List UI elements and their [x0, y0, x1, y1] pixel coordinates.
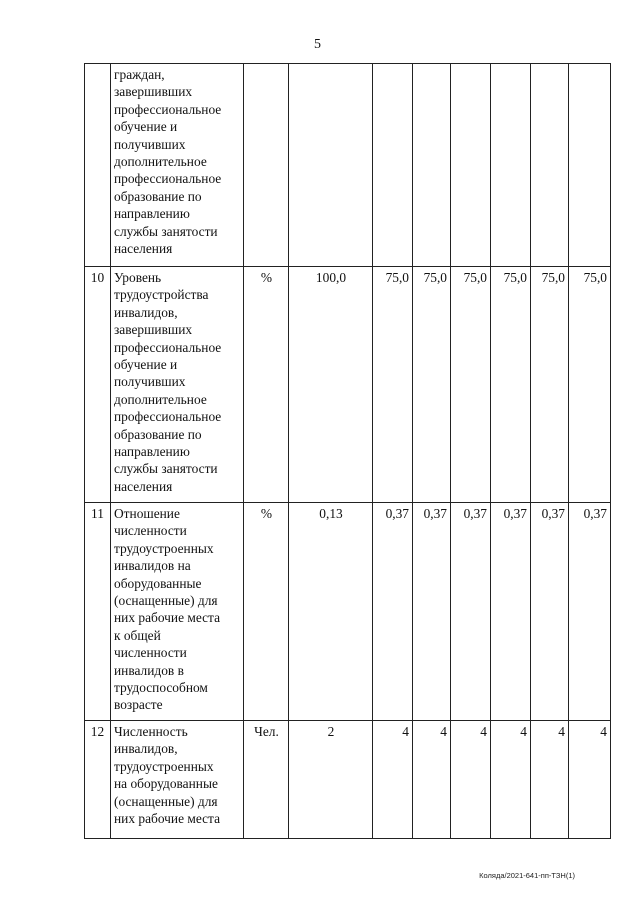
year-value-cell: [491, 64, 531, 267]
year-value-cell: 4: [373, 721, 413, 839]
base-value-cell: 2: [289, 721, 373, 839]
row-number: 10: [85, 267, 111, 503]
description-line: инвалидов на: [114, 558, 191, 574]
description-line: трудоустройства: [114, 287, 209, 303]
row-number: [85, 64, 111, 267]
description-line: обучение и: [114, 357, 178, 373]
description-line: инвалидов,: [114, 741, 178, 757]
description-line: завершивших: [114, 322, 193, 338]
year-value-cell: 0,37: [413, 503, 451, 721]
description-line: Численность: [114, 724, 188, 739]
description-line: к общей: [114, 627, 161, 643]
description-line: численности: [114, 523, 187, 539]
description-line: (оснащенные) для: [114, 793, 218, 809]
base-value-cell: 100,0: [289, 267, 373, 503]
base-value-cell: 0,13: [289, 503, 373, 721]
year-value-cell: [373, 64, 413, 267]
description-line: Уровень: [114, 270, 162, 285]
year-value-cell: 4: [569, 721, 611, 839]
description-line: образование по: [114, 426, 202, 442]
description-line: профессиональное: [114, 101, 222, 117]
year-value-cell: [451, 64, 491, 267]
description-line: направлению: [114, 206, 190, 222]
year-value-cell: 4: [451, 721, 491, 839]
description-line: трудоспособном: [114, 680, 208, 696]
year-value-cell: [569, 64, 611, 267]
description-line: инвалидов,: [114, 304, 178, 320]
year-value-cell: 4: [531, 721, 569, 839]
indicator-description: [111, 267, 244, 503]
description-line: населения: [114, 241, 173, 257]
year-value-cell: 0,37: [491, 503, 531, 721]
description-line: Отношение: [114, 506, 180, 521]
description-line: них рабочие места: [114, 610, 221, 626]
description-line: численности: [114, 645, 187, 661]
description-line: службы занятости: [114, 461, 218, 477]
description-line: инвалидов в: [114, 662, 184, 678]
year-value-cell: 75,0: [413, 267, 451, 503]
indicator-description: [111, 64, 244, 267]
year-value-cell: 75,0: [531, 267, 569, 503]
description-line: дополнительное: [114, 154, 207, 170]
year-value-cell: 0,37: [451, 503, 491, 721]
year-value-cell: [413, 64, 451, 267]
year-value-cell: 0,37: [531, 503, 569, 721]
description-line: них рабочие места: [114, 811, 221, 827]
description-line: населения: [114, 478, 173, 494]
indicators-table: [84, 63, 611, 839]
unit-cell: Чел.: [244, 721, 289, 839]
table-row: [85, 721, 611, 839]
description-line: образование по: [114, 188, 202, 204]
year-value-cell: 0,37: [373, 503, 413, 721]
description-line: профессиональное: [114, 409, 222, 425]
table-row: [85, 64, 611, 267]
table-row: [85, 267, 611, 503]
document-code: Коляда/2021-641-пп-ТЗН(1): [479, 871, 575, 880]
description-line: получивших: [114, 374, 186, 390]
description-line: на оборудованные: [114, 776, 218, 792]
unit-cell: %: [244, 267, 289, 503]
description-line: завершивших: [114, 84, 193, 100]
row-number: 12: [85, 721, 111, 839]
year-value-cell: 75,0: [491, 267, 531, 503]
description-line: направлению: [114, 444, 190, 460]
description-line: профессиональное: [114, 171, 222, 187]
indicator-description: [111, 721, 244, 839]
year-value-cell: 4: [413, 721, 451, 839]
base-value-cell: [289, 64, 373, 267]
description-line: возрасте: [114, 697, 163, 713]
row-number: 11: [85, 503, 111, 721]
description-line: дополнительное: [114, 391, 207, 407]
description-line: получивших: [114, 136, 186, 152]
indicator-description: [111, 503, 244, 721]
unit-cell: [244, 64, 289, 267]
description-line: оборудованные: [114, 575, 202, 591]
year-value-cell: 75,0: [451, 267, 491, 503]
page-number: 5: [314, 37, 321, 52]
unit-cell: %: [244, 503, 289, 721]
year-value-cell: 4: [491, 721, 531, 839]
description-line: (оснащенные) для: [114, 593, 218, 609]
description-line: службы занятости: [114, 223, 218, 239]
description-line: обучение и: [114, 119, 178, 135]
year-value-cell: 0,37: [569, 503, 611, 721]
year-value-cell: 75,0: [569, 267, 611, 503]
year-value-cell: [531, 64, 569, 267]
year-value-cell: 75,0: [373, 267, 413, 503]
table-row: [85, 503, 611, 721]
description-line: граждан,: [114, 67, 165, 82]
description-line: трудоустроенных: [114, 758, 214, 774]
description-line: трудоустроенных: [114, 540, 214, 556]
description-line: профессиональное: [114, 339, 222, 355]
